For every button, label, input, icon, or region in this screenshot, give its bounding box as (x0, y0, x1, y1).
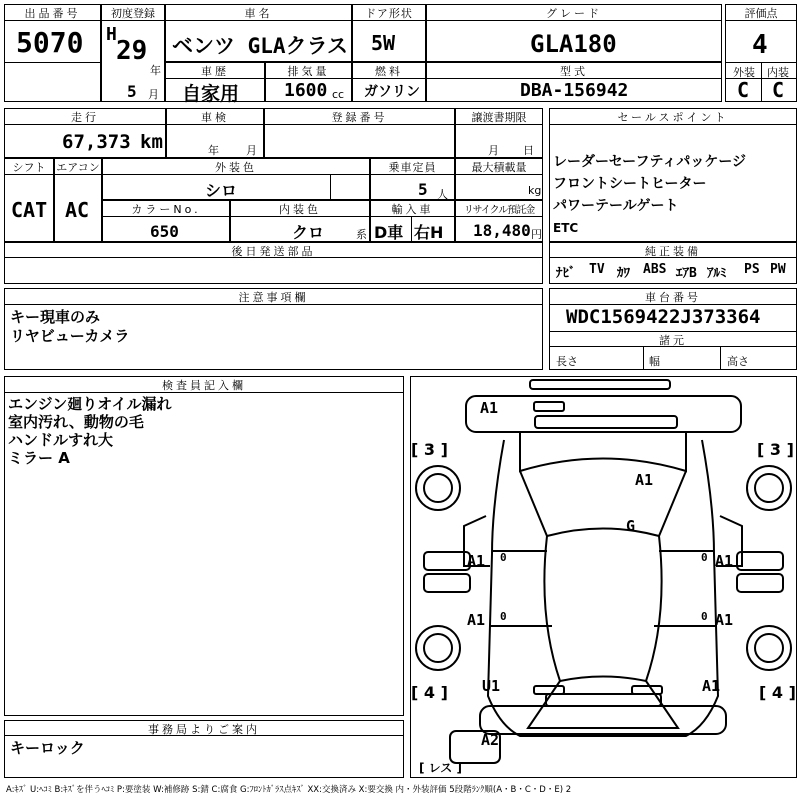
int-color: クロ (292, 223, 325, 242)
capacity-unit: 人 (437, 188, 448, 201)
door-mark: 0 (500, 610, 507, 623)
fuel: ガソリン (364, 84, 420, 100)
displacement-unit: cc (332, 88, 345, 101)
history-header: 車歴 (201, 65, 229, 78)
left-rear-quarter-condition: U1 (482, 677, 501, 695)
spare-tire-status: レス (428, 761, 453, 775)
bonnet-condition: A1 (635, 471, 654, 489)
grade-header: グレード (546, 7, 602, 20)
recycle-unit: 円 (531, 228, 542, 241)
height-label: 高さ (727, 355, 749, 368)
office-header: 事務局よりご案内 (148, 723, 260, 736)
int-color-header: 内装色 (279, 203, 321, 216)
equipment-item: ｱﾙﾐ (707, 266, 727, 281)
equipment-item: PW (770, 262, 786, 277)
equipment-item: TV (589, 262, 605, 277)
reg-year-unit: 年 (150, 64, 161, 77)
reg-month: 5 (127, 82, 137, 101)
tire-rear-right: [ 4 ] (759, 683, 796, 702)
inspection-month-unit: 月 (246, 144, 257, 157)
transfer-header: 譲渡書期限 (471, 111, 527, 124)
sales-point: レーダーセーフティパッケージ (553, 154, 747, 170)
inspector-note: ハンドルすれ大 (8, 431, 114, 449)
sales-point: フロントシートヒーター (553, 176, 707, 192)
right-rear-door-condition: A1 (715, 611, 734, 629)
sales-point: ETC (553, 221, 579, 235)
displacement: 1600 (284, 80, 328, 101)
tire-front-left-depth: 3 (423, 440, 436, 459)
interior-grade-header: 内装 (767, 66, 789, 79)
model-code-header: 型式 (560, 65, 588, 78)
inspector-note: 室内汚れ、動物の毛 (8, 413, 144, 431)
transfer-day-unit: 日 (523, 144, 534, 157)
lot-number: 5070 (16, 26, 84, 59)
tire-front-left: [ 3 ] (411, 440, 448, 459)
displacement-header: 排気量 (287, 65, 330, 78)
interior-grade: C (772, 78, 785, 102)
door-mark: 0 (701, 610, 708, 623)
score: 4 (752, 30, 768, 60)
inspection-header: 車検 (201, 111, 229, 124)
exterior-grade-header: 外装 (733, 66, 755, 79)
roof-condition: G (626, 517, 636, 535)
color-no: 650 (150, 222, 179, 241)
reg-month-unit: 月 (148, 88, 159, 101)
first-reg-header: 初度登録 (111, 7, 155, 20)
lot-header: 出品番号 (24, 7, 81, 20)
model-code: DBA-156942 (520, 80, 629, 101)
max-load-unit: kg (528, 184, 542, 197)
door-type: 5W (371, 31, 396, 55)
equipment-item: ｶﾜ (617, 266, 630, 281)
transfer-month-unit: 月 (488, 144, 499, 157)
inspector-header: 検査員記入欄 (162, 379, 246, 392)
rear-bumper-condition: A2 (481, 731, 500, 749)
equipment-item: PS (744, 262, 760, 277)
door-mark: 0 (500, 551, 507, 564)
office-note: キーロック (10, 739, 85, 757)
width-label: 幅 (649, 355, 660, 368)
recycle-header: リサイクル預託金 (463, 205, 535, 216)
era-mark: H (106, 24, 117, 45)
chassis-header: 車台番号 (645, 291, 701, 304)
specs-header: 諸元 (659, 334, 687, 347)
inspection-year-unit: 年 (208, 144, 219, 157)
int-color-unit: 系 (356, 228, 367, 241)
ext-color: シロ (205, 181, 238, 200)
shift: CAT (11, 198, 48, 222)
later-parts-header: 後日発送部品 (231, 245, 316, 258)
length-label: 長さ (556, 355, 578, 368)
tire-front-right-depth: 3 (769, 440, 782, 459)
score-header: 評価点 (744, 7, 778, 20)
import-header: 輸入車 (391, 203, 434, 216)
equipment-item: ﾅﾋﾞ (556, 266, 576, 281)
door-mark: 0 (701, 551, 708, 564)
max-load-header: 最大積載量 (471, 161, 527, 174)
mileage: 67,373 (62, 131, 131, 153)
mileage-unit: km (140, 131, 163, 153)
import-type: D車 (374, 223, 404, 242)
recycle-fee: 18,480 (473, 221, 531, 240)
door-header: ドア形状 (365, 7, 413, 20)
tire-rear-left: [ 4 ] (411, 683, 448, 702)
steering-side: 右H (414, 223, 444, 242)
note-line: リヤビューカメラ (10, 327, 130, 345)
legend: A:ｷｽﾞ U:ﾍｺﾐ B:ｷｽﾞを伴うﾍｺﾐ P:要塗装 W:補修跡 S:錆 C:腐食 G:ﾌﾛﾝﾄｶﾞﾗｽ点ｷｽﾞ XX:交換済み X:要交換 内・外装評価 5段階ﾗﾝｸ順(A・B・C・D・E) 2 (6, 785, 572, 795)
car-name-header: 車名 (244, 7, 273, 20)
sales-point: パワーテールゲート (553, 198, 679, 214)
capacity: 5 (418, 180, 428, 199)
shift-header: シフト (12, 161, 46, 174)
note-line: キー現車のみ (10, 308, 101, 326)
exterior-grade: C (737, 78, 750, 102)
inspector-note: エンジン廻りオイル漏れ (8, 395, 172, 413)
grade: GLA180 (530, 30, 617, 58)
inspector-note: ミラー A (8, 449, 70, 467)
aircon: AC (65, 198, 90, 222)
spare-tire: [ レス ] (419, 761, 462, 775)
tire-rear-right-depth: 4 (771, 683, 784, 702)
notes-header: 注意事項欄 (238, 291, 309, 304)
car-diagram (410, 376, 797, 778)
registration-header: 登録番号 (331, 111, 388, 124)
capacity-header: 乗車定員 (388, 161, 437, 174)
left-rear-door-condition: A1 (467, 611, 486, 629)
fuel-header: 燃料 (375, 65, 403, 78)
equipment-item: ABS (643, 262, 667, 277)
tire-front-right: [ 3 ] (757, 440, 794, 459)
front-bumper-condition: A1 (480, 399, 499, 417)
tire-rear-left-depth: 4 (423, 683, 436, 702)
car-name: ベンツ GLAクラス (172, 34, 348, 58)
right-rear-quarter-condition: A1 (702, 677, 721, 695)
chassis-number: WDC1569422J373364 (566, 306, 761, 328)
ext-color-header: 外装色 (215, 161, 257, 174)
aircon-header: エアコン (56, 161, 100, 174)
reg-year: 29 (116, 36, 148, 66)
color-no-header: カラーNo. (131, 203, 201, 216)
sales-points-header: セールスポイント (617, 111, 729, 124)
equipment-item: ｴｱB (676, 266, 697, 281)
car-history: 自家用 (182, 83, 240, 105)
genuine-header: 純正装備 (645, 245, 701, 258)
right-front-door-condition: A1 (715, 552, 734, 570)
mileage-header: 走行 (71, 111, 99, 124)
left-front-door-condition: A1 (467, 552, 486, 570)
